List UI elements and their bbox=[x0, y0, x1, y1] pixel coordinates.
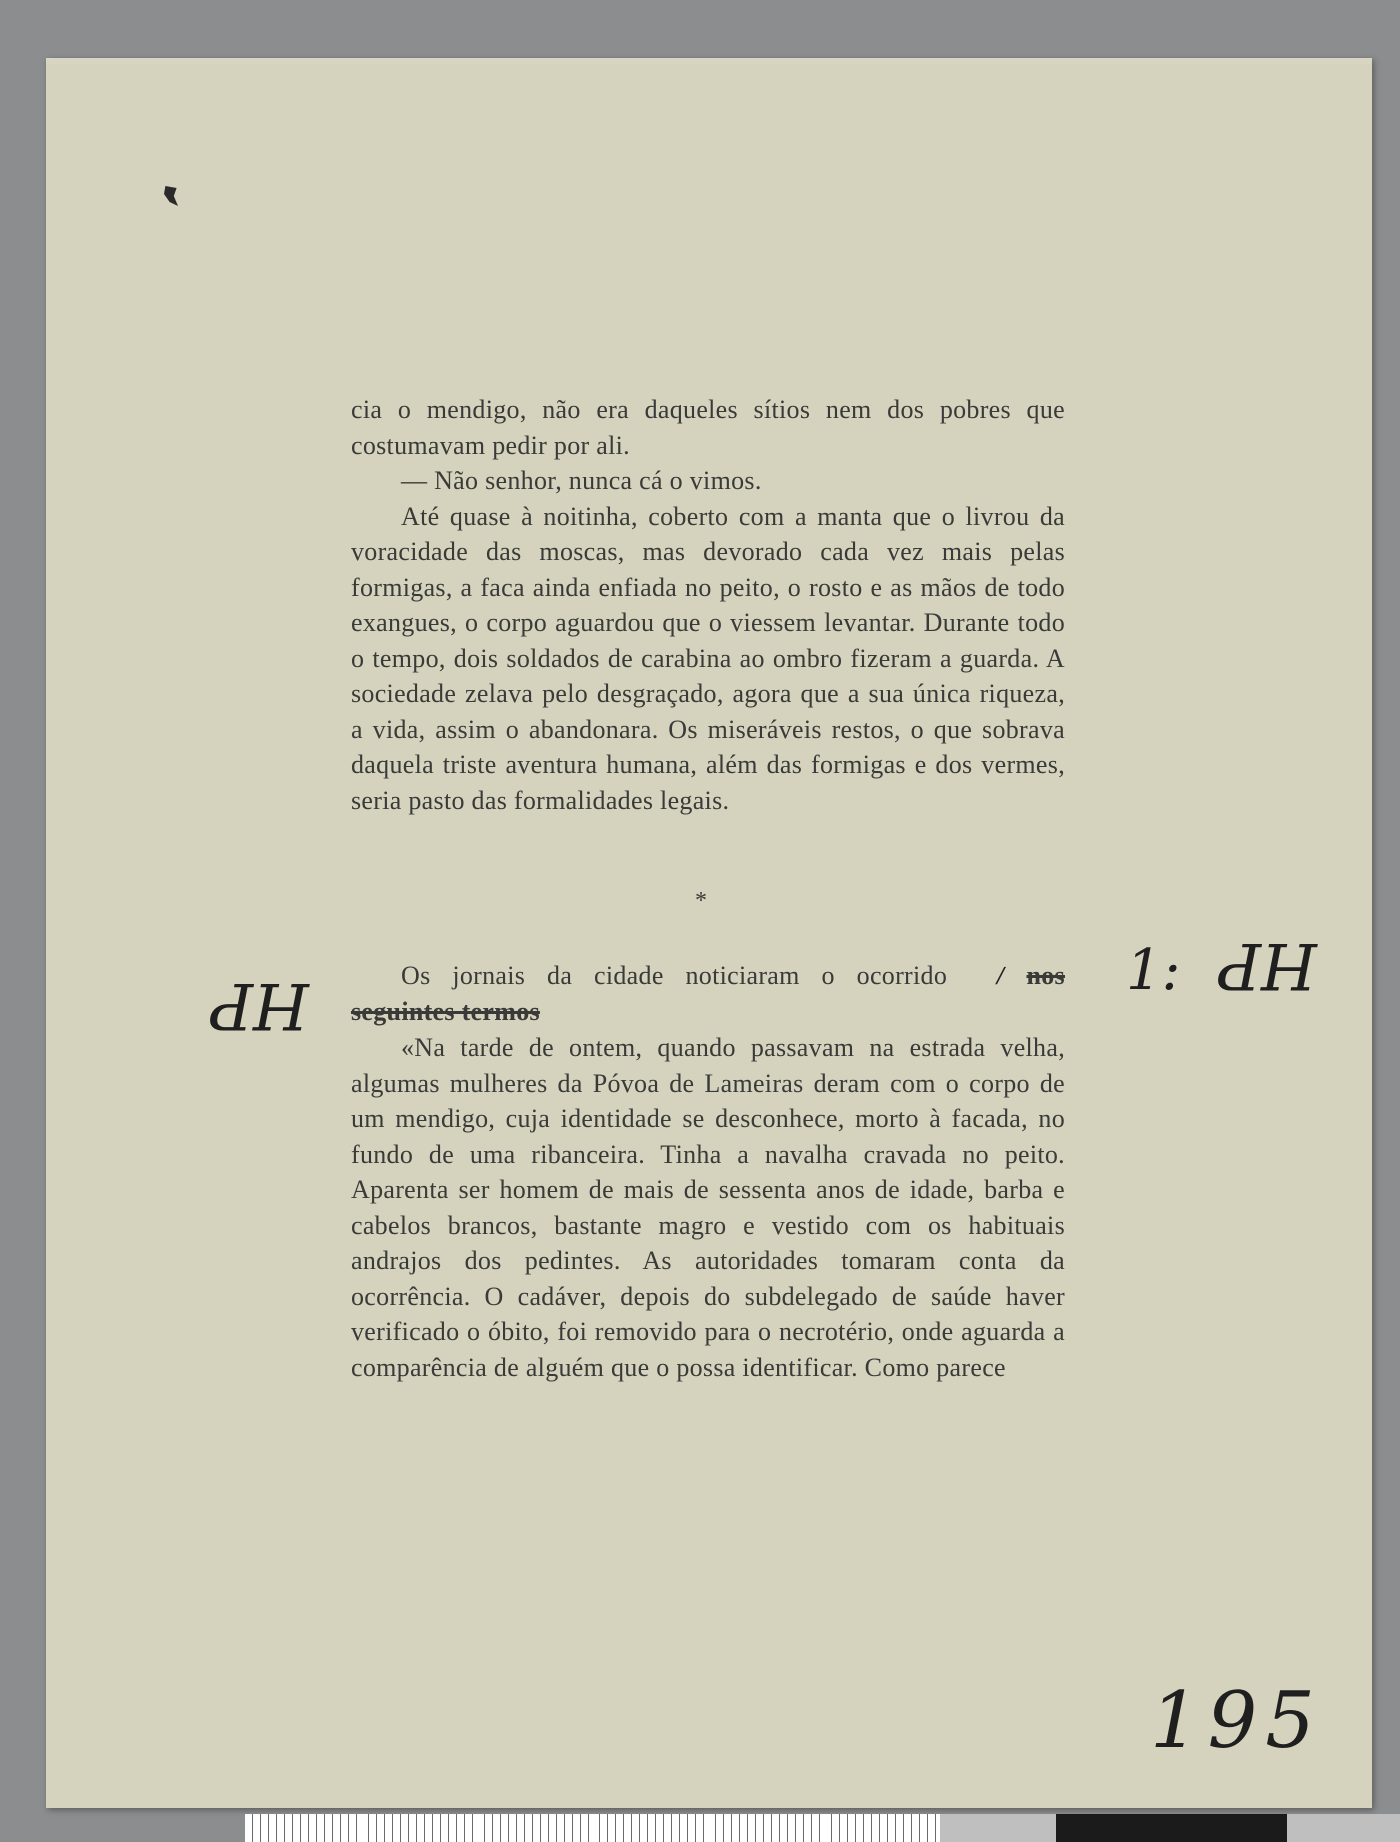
ruler-segment bbox=[1056, 1814, 1172, 1842]
ruler-segment bbox=[940, 1814, 1056, 1842]
ruler-segment bbox=[245, 1814, 361, 1842]
news-intro-text: Os jornais da cidade noticiaram o ocorrido bbox=[401, 961, 948, 990]
document-sheet bbox=[46, 58, 1372, 1808]
ruler-segment bbox=[1287, 1814, 1400, 1842]
margin-annotation-right: 1: bbox=[1126, 938, 1181, 1003]
ruler-segment bbox=[1171, 1814, 1287, 1842]
color-scale-ruler bbox=[245, 1814, 1400, 1842]
ruler-segment bbox=[477, 1814, 593, 1842]
ruler-segment bbox=[708, 1814, 824, 1842]
sheet-edge bbox=[46, 58, 1372, 64]
body-text-quote bbox=[351, 1030, 1065, 1385]
margin-annotation-right: HP bbox=[1218, 928, 1317, 1002]
paragraph: cia o mendigo, não era daqueles sítios nem dos pobres que costumavam pedir por ali. bbox=[351, 395, 1065, 460]
handwritten-page-number: 195 bbox=[1150, 1676, 1323, 1766]
ruler-segment bbox=[361, 1814, 477, 1842]
correction-slash: / bbox=[994, 961, 1008, 990]
paragraph: — Não senhor, nunca cá o vimos. bbox=[401, 466, 762, 495]
ruler-segment bbox=[824, 1814, 940, 1842]
margin-annotation-left: HP bbox=[210, 968, 309, 1042]
paragraph bbox=[351, 958, 1065, 1029]
paragraph: Até quase à noitinha, coberto com a manta que o livrou da voracidade das moscas, mas devorado cada vez mais pelas formigas, a faca ainda enfiada no peito, o rosto e as mãos de todo exangues, o corpo aguardou que o viessem levantar. Durante todo o tempo, dois soldados de carabina ao ombro fizeram a guarda. A sociedade zelava pelo desgraçado, agora que a sua única riqueza, a vida, assim o abandonara. Os miseráveis restos, o que sobrava daquela triste aventura humana, além das formigas e dos vermes, seria pasto das formalidades legais. bbox=[351, 501, 1065, 815]
paragraph: «Na tarde de ontem, quando passavam na estrada velha, algumas mulheres da Póvoa de Lameiras deram com o corpo de um mendigo, cuja identidade se desconhece, morto à facada, no fundo de uma ribanceira. Tinha a navalha cravada no peito. Aparenta ser homem de mais de sessenta anos de idade, barba e cabelos brancos, bastante magro e vestido com os habituais andrajos dos pedintes. As autoridades tomaram conta da ocorrência. O cadáver, depois do subdelegado de saúde haver verificado o óbito, foi removido para o necrotério, onde aguarda a comparência de alguém que o possa identificar. Como parece bbox=[351, 1033, 1065, 1382]
struck-text: nos seguintes termos bbox=[351, 961, 1065, 1026]
news-intro bbox=[351, 958, 1065, 1029]
body-text-top bbox=[351, 392, 1065, 818]
ruler-segment bbox=[592, 1814, 708, 1842]
section-separator: * bbox=[695, 888, 707, 914]
